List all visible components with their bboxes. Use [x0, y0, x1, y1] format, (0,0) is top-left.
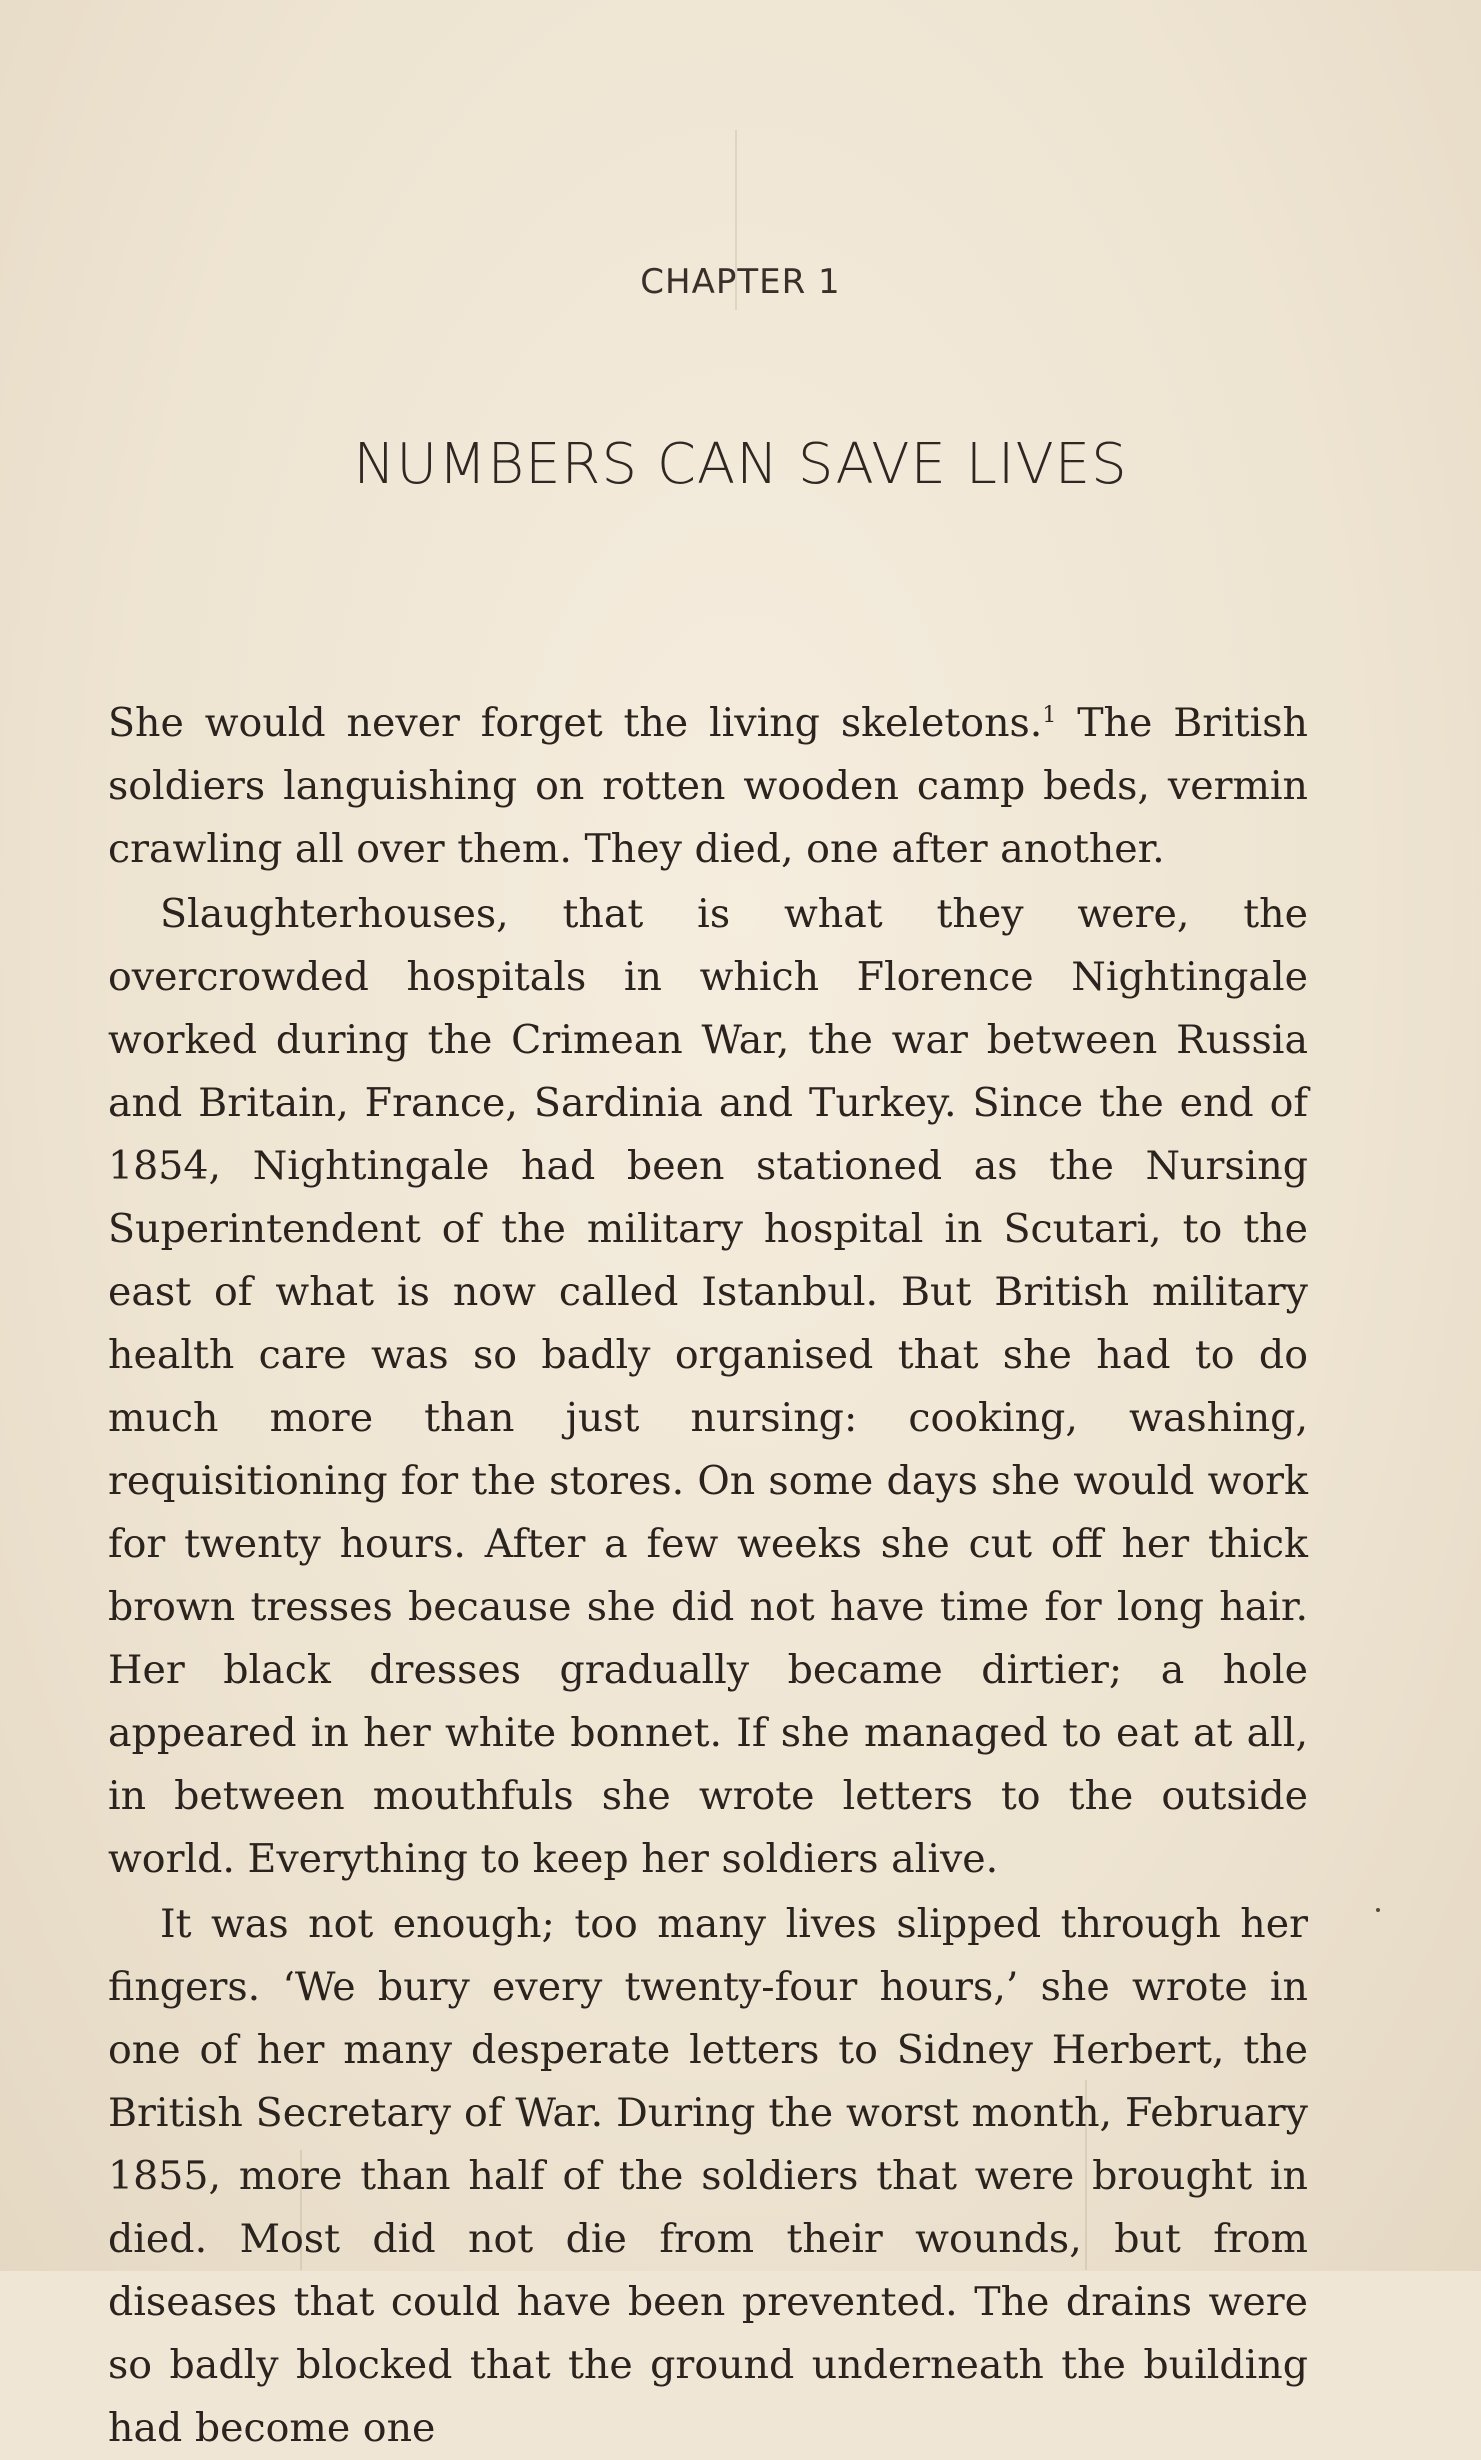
- paragraph: It was not enough; too many lives slipped through her fingers. ‘We bury every twenty-four hours,’ she wrote in one of her many desperate letters to Sidney Herbert, the British Secretary of War. During the worst month, February 1855, more than half of the soldiers that were brought in died. Most did not die from their wounds, but from diseases that could have been prevented. The drains were so badly blocked that the ground underneath the building had become one: [108, 1901, 1308, 2451]
- paragraph: Slaughterhouses, that is what they were, the overcrowded hospitals in which Florence Nightingale worked during the Crimean War, the war between Russia and Britain, France, Sardinia and Turkey. Since the end of 1854, Nightingale had been stationed as the Nursing Superintendent of the military hospital in Scutari, to the east of what is now called Istanbul. But British military health care was so badly organised that she had to do much more than just nursing: cooking, washing, requisitioning for the stores. On some days she would work for twenty hours. After a few weeks she cut off her thick brown tresses because she did not have time for long hair. Her black dresses gradually became dirtier; a hole appeared in her white bonnet. If she managed to eat at all, in between mouthfuls she wrote letters to the outside world. Everything to keep her soldiers alive.: [108, 891, 1308, 1882]
- footnote-marker[interactable]: 1: [1042, 702, 1057, 728]
- chapter-number: CHAPTER 1: [640, 262, 841, 302]
- paragraph-text: The British soldiers languishing on rotten wooden camp beds, vermin crawling all over them. They died, one after another.: [108, 700, 1308, 872]
- paragraph-text: She would never forget the living skeletons.: [108, 700, 1043, 746]
- chapter-title: NUMBERS CAN SAVE LIVES: [353, 432, 1128, 497]
- paper-speck: [1376, 1908, 1380, 1912]
- body-text: [108, 692, 1308, 2460]
- paragraph: [108, 692, 1308, 881]
